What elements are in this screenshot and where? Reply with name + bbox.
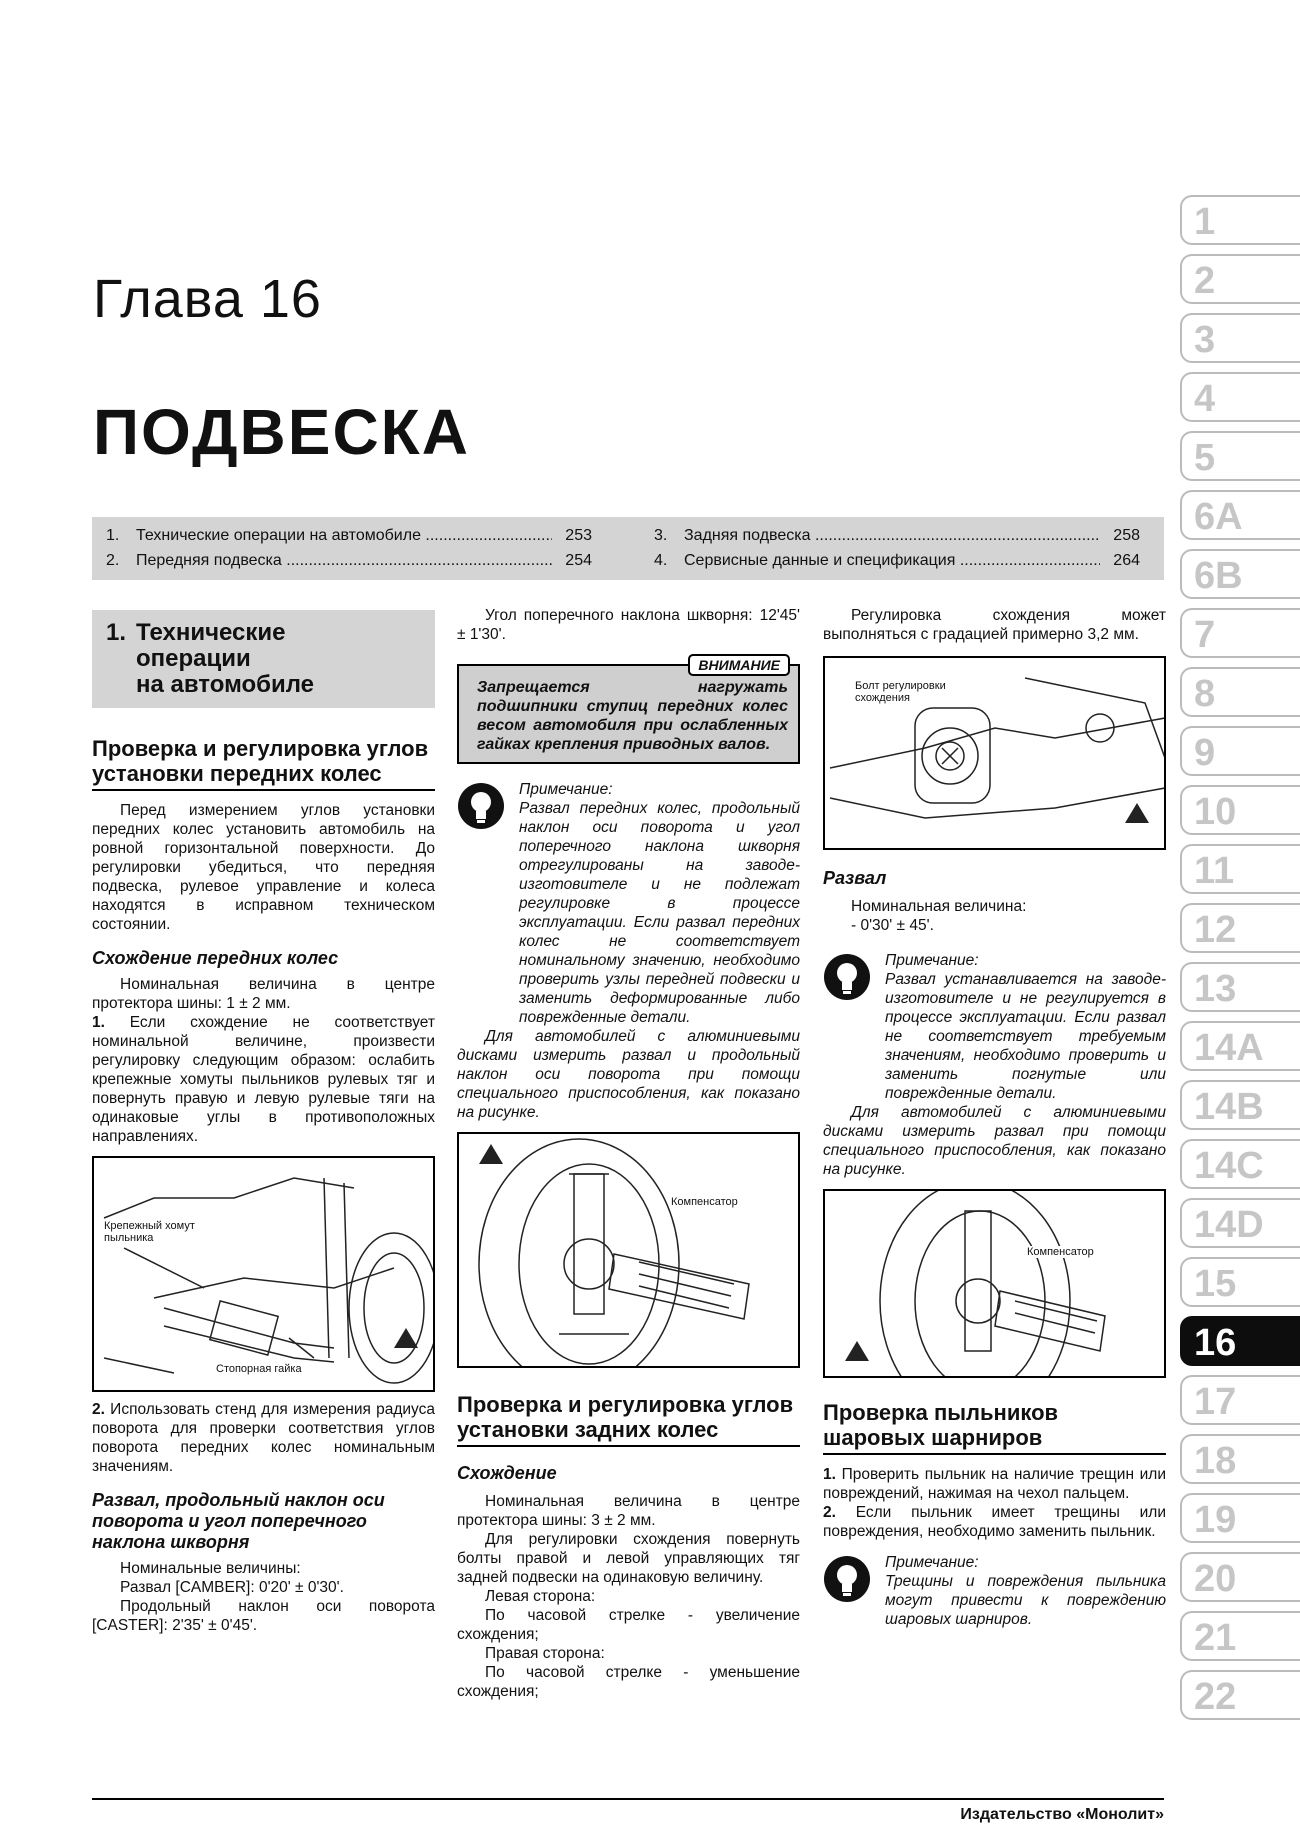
paragraph: Для автомобилей с алюминиевыми дисками измерить развал и продольный наклон оси поворота при помощи специального приспособления, как показано на рисунке. bbox=[457, 1028, 800, 1121]
chapter-tab[interactable]: 13 bbox=[1180, 962, 1300, 1012]
table-of-contents bbox=[92, 517, 1164, 580]
step-2: 2. Использовать стенд для измерения радиуса поворота для проверки соответствия углов поворота передних колес номинальным значениям. bbox=[92, 1401, 435, 1475]
chapter-tab[interactable]: 20 bbox=[1180, 1552, 1300, 1602]
figure-caption: Компенсатор bbox=[1027, 1246, 1094, 1258]
lightbulb-icon bbox=[457, 782, 505, 830]
steering-rod-illustration bbox=[94, 1158, 435, 1390]
warning-text: Запрещается нагружать подшипники ступиц передних колес весом автомобиля при ослабленных гайках крепления приводных валов. bbox=[477, 679, 788, 753]
chapter-tab[interactable]: 3 bbox=[1180, 313, 1300, 363]
figure-camber-gauge-2 bbox=[823, 1189, 1166, 1378]
lightbulb-icon bbox=[823, 953, 871, 1001]
paragraph: Продольный наклон оси поворота [CASTER]: 2'35' ± 0'45'. bbox=[92, 1598, 435, 1634]
note-title: Примечание: bbox=[519, 781, 613, 798]
chapter-tab[interactable]: 9 bbox=[1180, 726, 1300, 776]
chapter-tab[interactable]: 19 bbox=[1180, 1493, 1300, 1543]
paragraph: Правая сторона: bbox=[485, 1645, 605, 1662]
footer-divider bbox=[92, 1798, 1164, 1800]
chapter-tab[interactable]: 1 bbox=[1180, 195, 1300, 245]
toc-item[interactable]: 1. Технические операции на автомобиле ..... 253 bbox=[92, 523, 592, 548]
figure-steering-rod bbox=[92, 1156, 435, 1392]
chapter-tab[interactable]: 22 bbox=[1180, 1670, 1300, 1720]
note bbox=[823, 951, 1166, 1103]
toc-item[interactable]: 2. Передняя подвеска ..... 254 bbox=[92, 548, 592, 573]
chapter-tab-active[interactable]: 16 bbox=[1180, 1316, 1300, 1366]
paragraph: По часовой стрелке - уменьшение схождения; bbox=[457, 1664, 800, 1700]
column-2 bbox=[457, 606, 800, 1701]
chapter-tab[interactable]: 5 bbox=[1180, 431, 1300, 481]
note bbox=[457, 780, 800, 1027]
section-heading: 1. Технические операции на автомобиле bbox=[92, 610, 435, 708]
note bbox=[823, 1553, 1166, 1629]
chapter-tabs bbox=[1180, 195, 1300, 1729]
chapter-tab[interactable]: 11 bbox=[1180, 844, 1300, 894]
paragraph: Номинальная величина: bbox=[851, 898, 1027, 915]
chapter-tab[interactable]: 17 bbox=[1180, 1375, 1300, 1425]
camber-gauge-illustration bbox=[825, 1191, 1166, 1376]
lightbulb-icon bbox=[823, 1555, 871, 1603]
toc-item[interactable]: 4. Сервисные данные и спецификация ..... 264 bbox=[640, 548, 1140, 573]
paragraph: Для автомобилей с алюминиевыми дисками измерить развал при помощи специального приспособления, как показано на рисунке. bbox=[823, 1104, 1166, 1178]
chapter-label: Глава 16 bbox=[93, 269, 322, 329]
chapter-tab[interactable]: 14D bbox=[1180, 1198, 1300, 1248]
warning-box bbox=[457, 657, 800, 764]
chapter-tab[interactable]: 8 bbox=[1180, 667, 1300, 717]
column-1 bbox=[92, 610, 435, 1635]
subheading-rear-alignment: Проверка и регулировка углов установки задних колес bbox=[457, 1392, 800, 1447]
publisher-footer: Издательство «Монолит» bbox=[960, 1806, 1164, 1823]
camber-gauge-illustration bbox=[459, 1134, 800, 1366]
chapter-tab[interactable]: 6A bbox=[1180, 490, 1300, 540]
subheading-front-alignment: Проверка и регулировка углов установки передних колес bbox=[92, 736, 435, 791]
subheading-rear-toe: Схождение bbox=[457, 1463, 557, 1483]
chapter-tab[interactable]: 7 bbox=[1180, 608, 1300, 658]
step-1: 1. Проверить пыльник на наличие трещин или повреждений, нажимая на чехол пальцем. bbox=[823, 1466, 1166, 1502]
chapter-tab[interactable]: 21 bbox=[1180, 1611, 1300, 1661]
figure-camber-gauge bbox=[457, 1132, 800, 1368]
figure-toe-bolt bbox=[823, 656, 1166, 850]
chapter-tab[interactable]: 14B bbox=[1180, 1080, 1300, 1130]
paragraph: Перед измерением углов установки передних колес установить автомобиль на ровной горизонтальной поверхности. До регулировки убедиться, что передняя подвеска, рулевое управление и колеса находятся в исправном техническом состоянии. bbox=[92, 802, 435, 933]
note-text: Развал передних колес, продольный наклон оси поворота и угол поперечного наклона шкворня отрегулированы на заводе-изготовителе и не подлежат регулировке в процессе эксплуатации. Если развал передних колес не соответствует номинальному значению, необходимо проверить узлы передней подвески и заменить деформированные либо поврежденные детали. bbox=[519, 800, 800, 1026]
chapter-tab[interactable]: 2 bbox=[1180, 254, 1300, 304]
chapter-title: ПОДВЕСКА bbox=[93, 396, 470, 468]
paragraph: Номинальная величина в центре протектора шины: 1 ± 2 мм. bbox=[92, 976, 435, 1012]
paragraph: По часовой стрелке - увеличение схождения; bbox=[457, 1607, 800, 1643]
chapter-tab[interactable]: 14A bbox=[1180, 1021, 1300, 1071]
subheading-camber: Развал, продольный наклон оси поворота и угол поперечного наклона шкворня bbox=[92, 1490, 385, 1552]
step-2: 2. Если пыльник имеет трещины или повреждения, необходимо заменить пыльник. bbox=[823, 1504, 1167, 1540]
paragraph: Регулировка схождения может выполняться с градацией примерно 3,2 мм. bbox=[823, 607, 1166, 643]
note-text: Трещины и повреждения пыльника могут привести к повреждению шаровых шарниров. bbox=[885, 1573, 1166, 1628]
paragraph: Номинальные величины: bbox=[120, 1560, 301, 1577]
paragraph: Для регулировки схождения повернуть болты правой и левой управляющих тяг задней подвески на одинаковую величину. bbox=[457, 1531, 800, 1586]
paragraph: Угол поперечного наклона шкворня: 12'45' ± 1'30'. bbox=[457, 607, 800, 643]
paragraph: Номинальная величина в центре протектора шины: 3 ± 2 мм. bbox=[457, 1493, 800, 1529]
subheading-toe: Схождение передних колес bbox=[92, 948, 339, 968]
chapter-tab[interactable]: 14C bbox=[1180, 1139, 1300, 1189]
toc-item[interactable]: 3. Задняя подвеска ..... 258 bbox=[640, 523, 1140, 548]
chapter-tab[interactable]: 12 bbox=[1180, 903, 1300, 953]
chapter-tab[interactable]: 15 bbox=[1180, 1257, 1300, 1307]
warning-label: ВНИМАНИЕ bbox=[688, 654, 790, 676]
subheading-camber: Развал bbox=[823, 868, 887, 888]
paragraph: Развал [CAMBER]: 0'20' ± 0'30'. bbox=[120, 1579, 344, 1596]
chapter-tab[interactable]: 6B bbox=[1180, 549, 1300, 599]
note-title: Примечание: bbox=[885, 1554, 979, 1571]
step-1: 1. Если схождение не соответствует номинальной величине, произвести регулировку следующим образом: ослабить крепежные хомуты пыльников рулевых тяг и повернуть правую и левую рулевые тяги на одинаковые углы в противоположных направлениях. bbox=[92, 1014, 435, 1145]
figure-caption: Стопорная гайка bbox=[216, 1363, 302, 1375]
note-title: Примечание: bbox=[885, 952, 979, 969]
column-3 bbox=[823, 606, 1166, 1629]
chapter-tab[interactable]: 18 bbox=[1180, 1434, 1300, 1484]
figure-caption: Компенсатор bbox=[671, 1196, 738, 1208]
paragraph: Левая сторона: bbox=[485, 1588, 596, 1605]
figure-caption: Болт регулировки схождения bbox=[853, 680, 977, 704]
paragraph: - 0'30' ± 45'. bbox=[851, 917, 934, 934]
note-text: Развал устанавливается на заводе-изготовителе и не регулируется в процессе эксплуатации. Если развал не соответствует требуемым значениям, необходимо проверить и заменить погнутые или поврежденные детали. bbox=[885, 971, 1166, 1102]
chapter-tab[interactable]: 10 bbox=[1180, 785, 1300, 835]
figure-caption: Крепежный хомут пыльника bbox=[102, 1220, 226, 1244]
chapter-tab[interactable]: 4 bbox=[1180, 372, 1300, 422]
subheading-boots: Проверка пыльников шаровых шарниров bbox=[823, 1400, 1166, 1455]
